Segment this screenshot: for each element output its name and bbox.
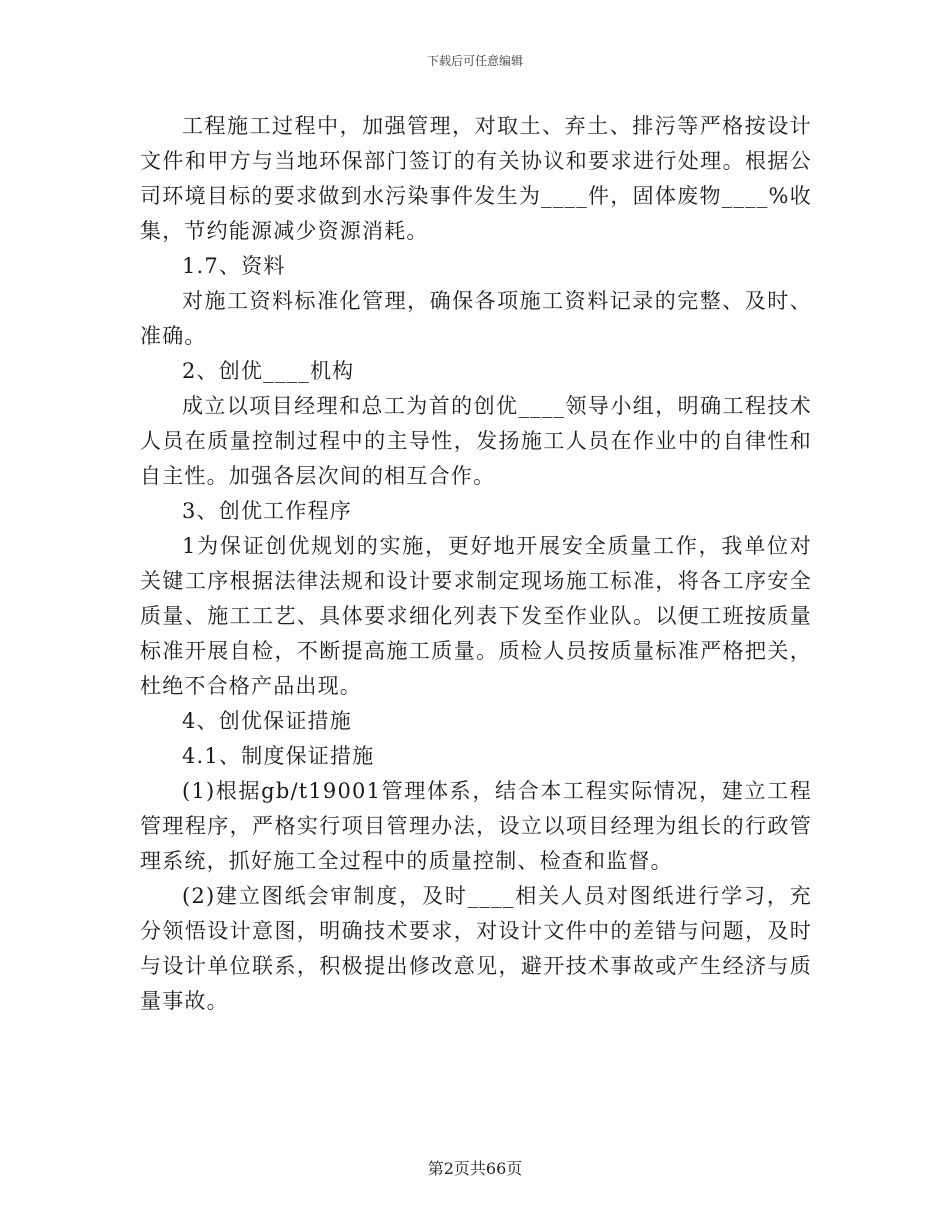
- section-heading-measures: 4、创优保证措施: [182, 709, 352, 733]
- paragraph-materials: 对施工资料标准化管理，确保各项施工资料记录的完整、及时、准确。: [140, 289, 812, 348]
- page-header: 下载后可任意编辑: [426, 54, 523, 68]
- section-heading-materials: 1.7、资料: [182, 254, 286, 278]
- section-heading-procedure: 3、创优工作程序: [182, 499, 352, 523]
- section-heading-organization: 2、创优____机构: [182, 359, 355, 383]
- page-footer: 第2页共66页: [427, 1159, 523, 1178]
- paragraph-environment: 工程施工过程中，加强管理，对取土、弃土、排污等严格按设计文件和甲方与当地环保部门签订的有关协议和要求进行处理。根据公司环境目标的要求做到水污染事件发生为____件，固体废物____%收集，节约能源减少资源消耗。: [140, 114, 812, 243]
- paragraph-item-2: (2)建立图纸会审制度，及时____相关人员对图纸进行学习，充分领悟设计意图，明确技术要求，对设计文件中的差错与问题，及时与设计单位联系，积极提出修改意见，避开技术事故或产生经济与质量事故。: [140, 884, 812, 1013]
- paragraph-procedure: 1为保证创优规划的实施，更好地开展安全质量工作，我单位对关键工序根据法律法规和设计要求制定现场施工标准，将各工序安全质量、施工工艺、具体要求细化列表下发至作业队。以便工班按质量标准开展自检，不断提高施工质量。质检人员按质量标准严格把关，杜绝不合格产品出现。: [140, 534, 812, 698]
- document-body: [140, 109, 812, 1019]
- subsection-heading-system: 4.1、制度保证措施: [182, 744, 375, 768]
- paragraph-item-1: (1)根据gb/t19001管理体系，结合本工程实际情况，建立工程管理程序，严格实行项目管理办法，设立以项目经理为组长的行政管理系统，抓好施工全过程中的质量控制、检查和监督。: [140, 779, 812, 873]
- paragraph-organization: 成立以项目经理和总工为首的创优____领导小组，明确工程技术人员在质量控制过程中的主导性，发扬施工人员在作业中的自律性和自主性。加强各层次间的相互合作。: [140, 394, 812, 488]
